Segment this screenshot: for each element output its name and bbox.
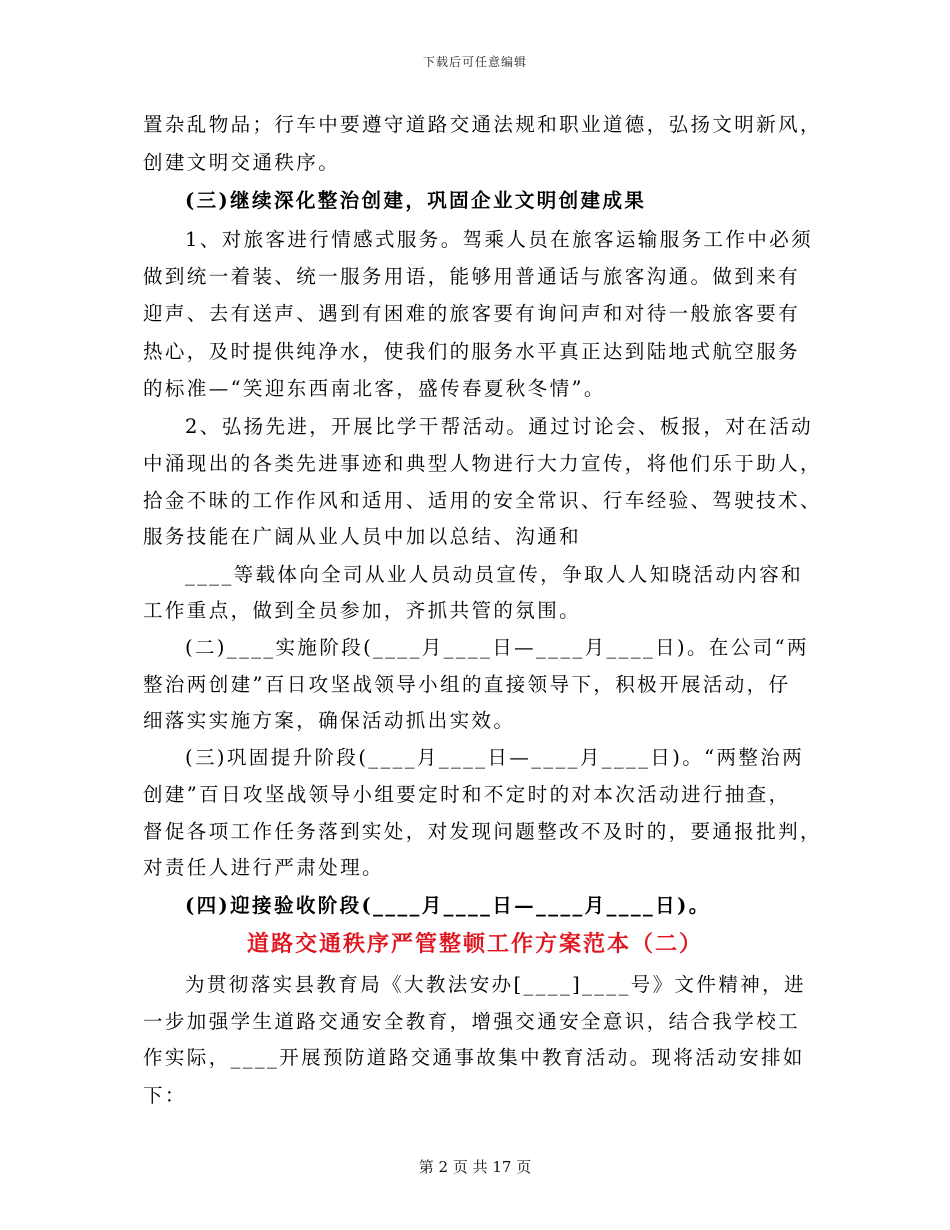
body-line: 下： [143, 1084, 187, 1107]
body-line: 的标准—“笑迎东西南北客，盛传春夏秋冬情”。 [143, 377, 606, 400]
body-line: 工作重点，做到全员参加，齐抓共管的氛围。 [143, 599, 582, 622]
body-line: 迎声、去有送声、遇到有困难的旅客要有询问声和对待一般旅客要有 [143, 302, 801, 325]
body-line: 2、弘扬先进，开展比学干帮活动。通过讨论会、板报，对在活动 [185, 415, 814, 438]
section-title: 道路交通秩序严管整顿工作方案范本（二） [246, 931, 703, 957]
body-line: 对责任人进行严肃处理。 [143, 856, 384, 879]
body-line: ____等载体向全司从业人员动员宣传，争取人人知晓活动内容和 [185, 563, 804, 586]
body-line: (三)巩固提升阶段(____月____日—____月____日)。“两整治两 [185, 746, 805, 769]
body-line: 服务技能在广阔从业人员中加以总结、沟通和 [143, 525, 582, 548]
body-line: 督促各项工作任务落到实处，对发现问题整改不及时的，要通报批判， [143, 820, 822, 843]
body-line: 做到统一着装、统一服务用语，能够用普通话与旅客沟通。做到来有 [143, 265, 801, 288]
body-line: 作实际，____开展预防道路交通事故集中教育活动。现将活动安排如 [143, 1046, 805, 1069]
body-line: 为贯彻落实县教育局《大教法安办[____]____号》文件精神，进 [185, 973, 806, 996]
page-header: 下载后可任意编辑 [422, 55, 527, 69]
body-line: 细落实实施方案，确保活动抓出实效。 [143, 709, 516, 732]
subsection-heading: (三)继续深化整治创建，巩固企业文明创建成果 [185, 189, 647, 212]
body-line: 创建”百日攻坚战领导小组要定时和不定时的对本次活动进行抽查， [143, 783, 791, 806]
body-line: 1、对旅客进行情感式服务。驾乘人员在旅客运输服务工作中必须 [185, 228, 814, 251]
body-line: 拾金不昧的工作作风和适用、适用的安全常识、行车经验、驾驶技术、 [143, 489, 822, 512]
page-footer: 第 2 页 共 17 页 [418, 1158, 532, 1176]
body-line: 热心，及时提供纯净水，使我们的服务水平真正达到陆地式航空服务 [143, 340, 801, 363]
body-line: 创建文明交通秩序。 [143, 151, 341, 174]
body-line: 中涌现出的各类先进事迹和典型人物进行大力宣传，将他们乐于助人， [143, 452, 822, 475]
body-line: (二)____实施阶段(____月____日—____月____日)。在公司“两 [185, 636, 809, 659]
body-line: 置杂乱物品；行车中要遵守道路交通法规和职业道德，弘扬文明新风， [143, 113, 822, 136]
subsection-heading: (四)迎接验收阶段(____月____日—____月____日)。 [185, 894, 711, 917]
body-line: 一步加强学生道路交通安全教育，增强交通安全意识，结合我学校工 [143, 1010, 801, 1033]
body-line: 整治两创建”百日攻坚战领导小组的直接领导下，积极开展活动，仔 [143, 673, 791, 696]
